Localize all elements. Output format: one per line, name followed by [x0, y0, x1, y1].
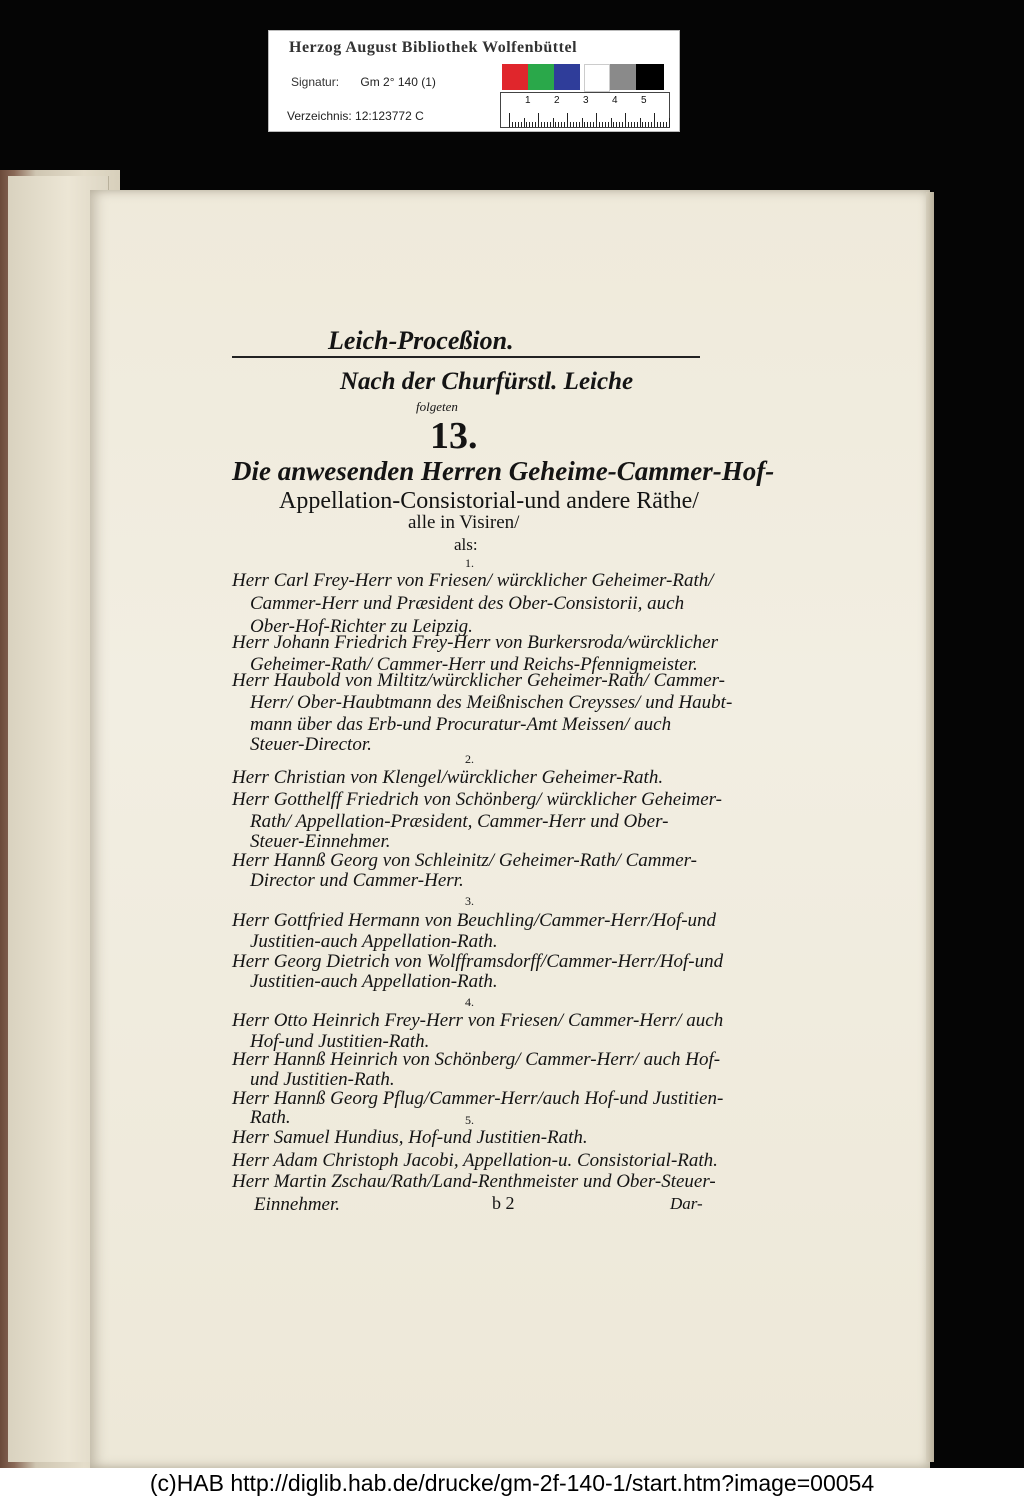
ruler-tick [642, 122, 643, 127]
ruler-tick [541, 122, 542, 127]
header-rule [232, 356, 700, 358]
ruler-tick [509, 113, 510, 127]
entry-line: Ober-Hof-Richter zu Leipzig. [250, 616, 473, 637]
ruler-tick [625, 113, 626, 127]
ruler-tick [611, 118, 612, 127]
section-number: 2. [465, 752, 474, 766]
ruler-tick [613, 122, 614, 127]
entry-line: Herr Samuel Hundius, Hof-und Justitien-Rath. [232, 1127, 588, 1148]
signatur-line [291, 75, 436, 89]
color-swatch-gray [610, 64, 636, 90]
entry-line: Geheimer-Rath/ Cammer-Herr und Reichs-Pfennigmeister. [250, 654, 698, 675]
ruler-tick [515, 122, 516, 127]
section-number: 4. [465, 995, 474, 1009]
ruler-tick [634, 122, 635, 127]
running-head: Leich-Proceßion. [328, 326, 514, 355]
ruler-tick [608, 122, 609, 127]
ruler-tick [587, 122, 588, 127]
ruler-tick [619, 122, 620, 127]
entry-line: Herr Haubold von Miltitz/würcklicher Geheimer-Rath/ Cammer- [232, 670, 725, 691]
heading-1-sub: folgeten [416, 399, 458, 414]
section-number: 1. [465, 556, 474, 570]
entry-line: Hof-und Justitien-Rath. [250, 1031, 430, 1052]
source-url: (c)HAB http://diglib.hab.de/drucke/gm-2f-140-1/start.htm?image=00054 [149, 1470, 875, 1496]
signatur-value: Gm 2° 140 (1) [360, 75, 436, 89]
entry-line: Herr Carl Frey-Herr von Friesen/ würcklicher Geheimer-Rath/ [232, 570, 714, 591]
entry-line: Rath. [250, 1107, 291, 1128]
heading-2: Die anwesenden Herren Geheime-Cammer-Hof- [232, 456, 775, 486]
ruler-tick [535, 122, 536, 127]
ruler-tick [550, 122, 551, 127]
ruler-tick [657, 122, 658, 127]
entry-line: Justitien-auch Appellation-Rath. [250, 971, 498, 992]
ruler-tick [637, 122, 638, 127]
ruler-tick [640, 118, 641, 127]
color-swatch-red [502, 64, 528, 90]
ruler-tick [579, 122, 580, 127]
ruler-tick [547, 122, 548, 127]
entry-line: Herr Georg Dietrich von Wolfframsdorff/Cammer-Herr/Hof-und [232, 951, 724, 972]
ruler-tick [538, 113, 539, 127]
entry-line: Herr Martin Zschau/Rath/Land-Renthmeister und Ober-Steuer- [232, 1171, 716, 1192]
ruler-tick [582, 118, 583, 127]
ruler-tick [567, 113, 568, 127]
color-swatch-white [584, 64, 610, 92]
ruler-tick [590, 122, 591, 127]
signature-mark: b 2 [492, 1193, 515, 1213]
entry-line: Director und Cammer-Herr. [250, 870, 464, 891]
ruler-tick [599, 122, 600, 127]
library-name: Herzog August Bibliothek Wolfenbüttel [289, 39, 578, 56]
last-line: Einnehmer. [254, 1194, 341, 1215]
entry-line: Steuer-Einnehmer. [250, 831, 391, 852]
ruler-tick [666, 122, 667, 127]
entry-line: Herr Adam Christoph Jacobi, Appellation-u. Consistorial-Rath. [232, 1150, 718, 1171]
ruler-tick [660, 122, 661, 127]
ruler-tick [558, 122, 559, 127]
ruler-tick [602, 122, 603, 127]
ruler-tick [564, 122, 565, 127]
color-swatch-blue [554, 64, 580, 90]
entry-line: Cammer-Herr und Præsident des Ober-Consistorii, auch [250, 593, 685, 614]
ruler-tick [605, 122, 606, 127]
ruler-tick [631, 122, 632, 127]
ruler-tick [654, 113, 655, 127]
ruler-tick [616, 122, 617, 127]
color-swatch-black [636, 64, 664, 90]
ruler-tick [570, 122, 571, 127]
ruler-tick [622, 122, 623, 127]
page-edge [926, 192, 934, 1462]
ruler-tick [573, 122, 574, 127]
entry-line: mann über das Erb-und Procuratur-Amt Meissen/ auch [250, 714, 672, 735]
ruler-tick [651, 122, 652, 127]
entry-line: Herr Hannß Georg von Schleinitz/ Geheimer-Rath/ Cammer- [232, 850, 698, 871]
ruler-tick [512, 122, 513, 127]
ruler-tick [561, 122, 562, 127]
entry-line: Justitien-auch Appellation-Rath. [250, 931, 498, 952]
ruler-tick [526, 122, 527, 127]
ruler-tick [555, 122, 556, 127]
entry-line: Herr Hannß Georg Pflug/Cammer-Herr/auch Hof-und Justitien- [232, 1088, 724, 1109]
ruler-tick [593, 122, 594, 127]
heading-4: alle in Visiren/ [408, 512, 520, 533]
heading-5: als: [454, 535, 478, 554]
scale-ruler [500, 92, 670, 128]
ruler-tick [524, 118, 525, 127]
entry-line: Herr/ Ober-Haubtmann des Meißnischen Creysses/ und Haubt- [250, 692, 733, 713]
entry-line: Herr Gotthelff Friedrich von Schönberg/ würcklicher Geheimer- [232, 789, 722, 810]
verzeichnis-line: Verzeichnis: 12:123772 C [287, 109, 424, 123]
entry-line: Herr Gottfried Hermann von Beuchling/Cammer-Herr/Hof-und [232, 910, 717, 931]
entry-line: Rath/ Appellation-Præsident, Cammer-Herr und Ober- [250, 811, 669, 832]
entry-line: Steuer-Director. [250, 734, 372, 755]
heading-3: Appellation-Consistorial-und andere Räthe/ [279, 488, 699, 514]
entry-line: Herr Otto Heinrich Frey-Herr von Friesen/ Cammer-Herr/ auch [232, 1010, 724, 1031]
entry-line: und Justitien-Rath. [250, 1069, 395, 1090]
ruler-tick [576, 122, 577, 127]
ruler-tick [584, 122, 585, 127]
ruler-tick [663, 122, 664, 127]
ruler-number: 4 [612, 95, 618, 106]
ruler-number: 5 [641, 95, 647, 106]
procession-number: 13. [430, 415, 478, 457]
section-number: 3. [465, 894, 474, 908]
ruler-tick [521, 122, 522, 127]
catchword: Dar- [670, 1194, 703, 1213]
ruler-tick [518, 122, 519, 127]
color-swatch-green [528, 64, 554, 90]
ruler-number: 3 [583, 95, 589, 106]
ruler-number: 2 [554, 95, 560, 106]
ruler-tick [669, 118, 670, 127]
ruler-tick [648, 122, 649, 127]
heading-1: Nach der Churfürstl. Leiche [340, 368, 634, 395]
ruler-tick [532, 122, 533, 127]
section-number: 5. [465, 1113, 474, 1127]
ruler-tick [628, 122, 629, 127]
ruler-tick [596, 113, 597, 127]
ruler-tick [645, 122, 646, 127]
ruler-tick [529, 122, 530, 127]
ruler-tick [553, 118, 554, 127]
entry-line: Herr Hannß Heinrich von Schönberg/ Cammer-Herr/ auch Hof- [232, 1049, 721, 1070]
entry-line: Herr Johann Friedrich Frey-Herr von Burkersroda/würcklicher [232, 632, 718, 653]
signatur-key: Signatur: [291, 75, 340, 89]
ruler-number: 1 [525, 95, 531, 106]
ruler-tick [544, 122, 545, 127]
entry-line: Herr Christian von Klengel/würcklicher Geheimer-Rath. [232, 767, 664, 788]
